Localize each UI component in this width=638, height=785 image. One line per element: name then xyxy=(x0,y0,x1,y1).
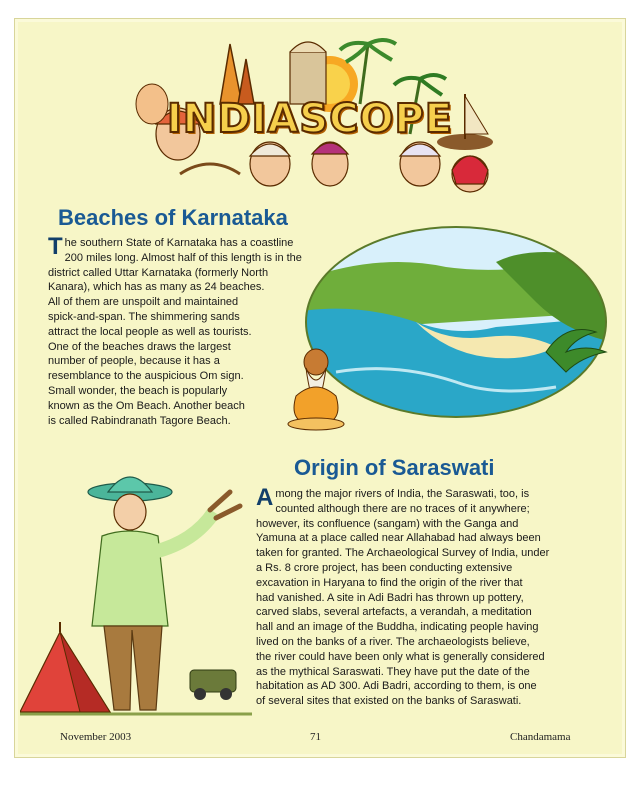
footer-date: November 2003 xyxy=(60,731,132,743)
text-line: taken for granted. The Archaeological Survey of India, under xyxy=(256,547,550,560)
text-line: is called Rabindranath Tagore Beach. xyxy=(48,414,231,427)
text-line: Small wonder, the beach is popularly xyxy=(48,384,228,397)
footer-page-number: 71 xyxy=(310,731,321,743)
text-line: excavation in Haryana to find the origin of the river that xyxy=(256,576,523,589)
article-heading-beaches: Beaches of Karnataka xyxy=(58,205,288,230)
text-line: spick-and-span. The shimmering sands xyxy=(48,310,240,323)
text-line: the river could have been only what is generally considered xyxy=(256,650,545,663)
text-line: he southern State of Karnataka has a coastline xyxy=(64,237,294,249)
text-line: of several sites that existed on the banks of Saraswati. xyxy=(256,695,522,708)
text-line: had vanished. A site in Adi Badri has thrown up pottery, xyxy=(256,591,524,604)
article-body-origin xyxy=(256,484,584,709)
explorer-illustration xyxy=(20,462,252,724)
dropcap: A xyxy=(256,484,274,511)
sadhu-illustration xyxy=(282,346,352,432)
text-line: 200 miles long. Almost half of this length is in the xyxy=(64,251,302,264)
text-line: district called Uttar Karnataka (formerly North xyxy=(48,266,269,279)
text-line: resemblance to the auspicious Om sign. xyxy=(48,370,244,383)
text-line: mong the major rivers of India, the Saraswati, too, is xyxy=(275,488,530,500)
banner-title: INDIASCOPE xyxy=(166,96,454,142)
text-line: however, its confluence (sangam) with the Ganga and xyxy=(256,517,519,530)
article-heading-origin: Origin of Saraswati xyxy=(294,455,495,480)
text-line: Yamuna at a place called near Allahabad had always been xyxy=(256,532,541,545)
text-line: a Rs. 8 crore project, has been conducting extensive xyxy=(256,561,513,574)
text-line: attract the local people as well as tourists. xyxy=(48,325,252,338)
text-line: counted although there are no traces of it anywhere; xyxy=(275,502,530,515)
text-line: Kanara), which has as many as 24 beaches. xyxy=(48,281,265,294)
text-line: One of the beaches draws the largest xyxy=(48,340,231,353)
text-line: habitation as AD 300. Adi Badri, according to them, is one xyxy=(256,680,537,693)
text-line: known as the Om Beach. Another beach xyxy=(48,399,245,412)
footer-publication: Chandamama xyxy=(510,731,571,743)
text-line: as the mythical Saraswati. They have put the date of the xyxy=(256,665,530,678)
text-line: All of them are unspoilt and maintained xyxy=(48,296,239,309)
text-line: carved slabs, several artefacts, a verandah, a meditation xyxy=(256,606,532,619)
dropcap: T xyxy=(48,233,63,260)
indiascope-banner xyxy=(120,24,500,194)
text-line: hall and an image of the Buddha, indicating people having xyxy=(256,621,539,634)
text-line: lived on the banks of a river. The archaeologists believe, xyxy=(256,635,530,648)
text-line: number of people, because it has a xyxy=(48,355,220,368)
